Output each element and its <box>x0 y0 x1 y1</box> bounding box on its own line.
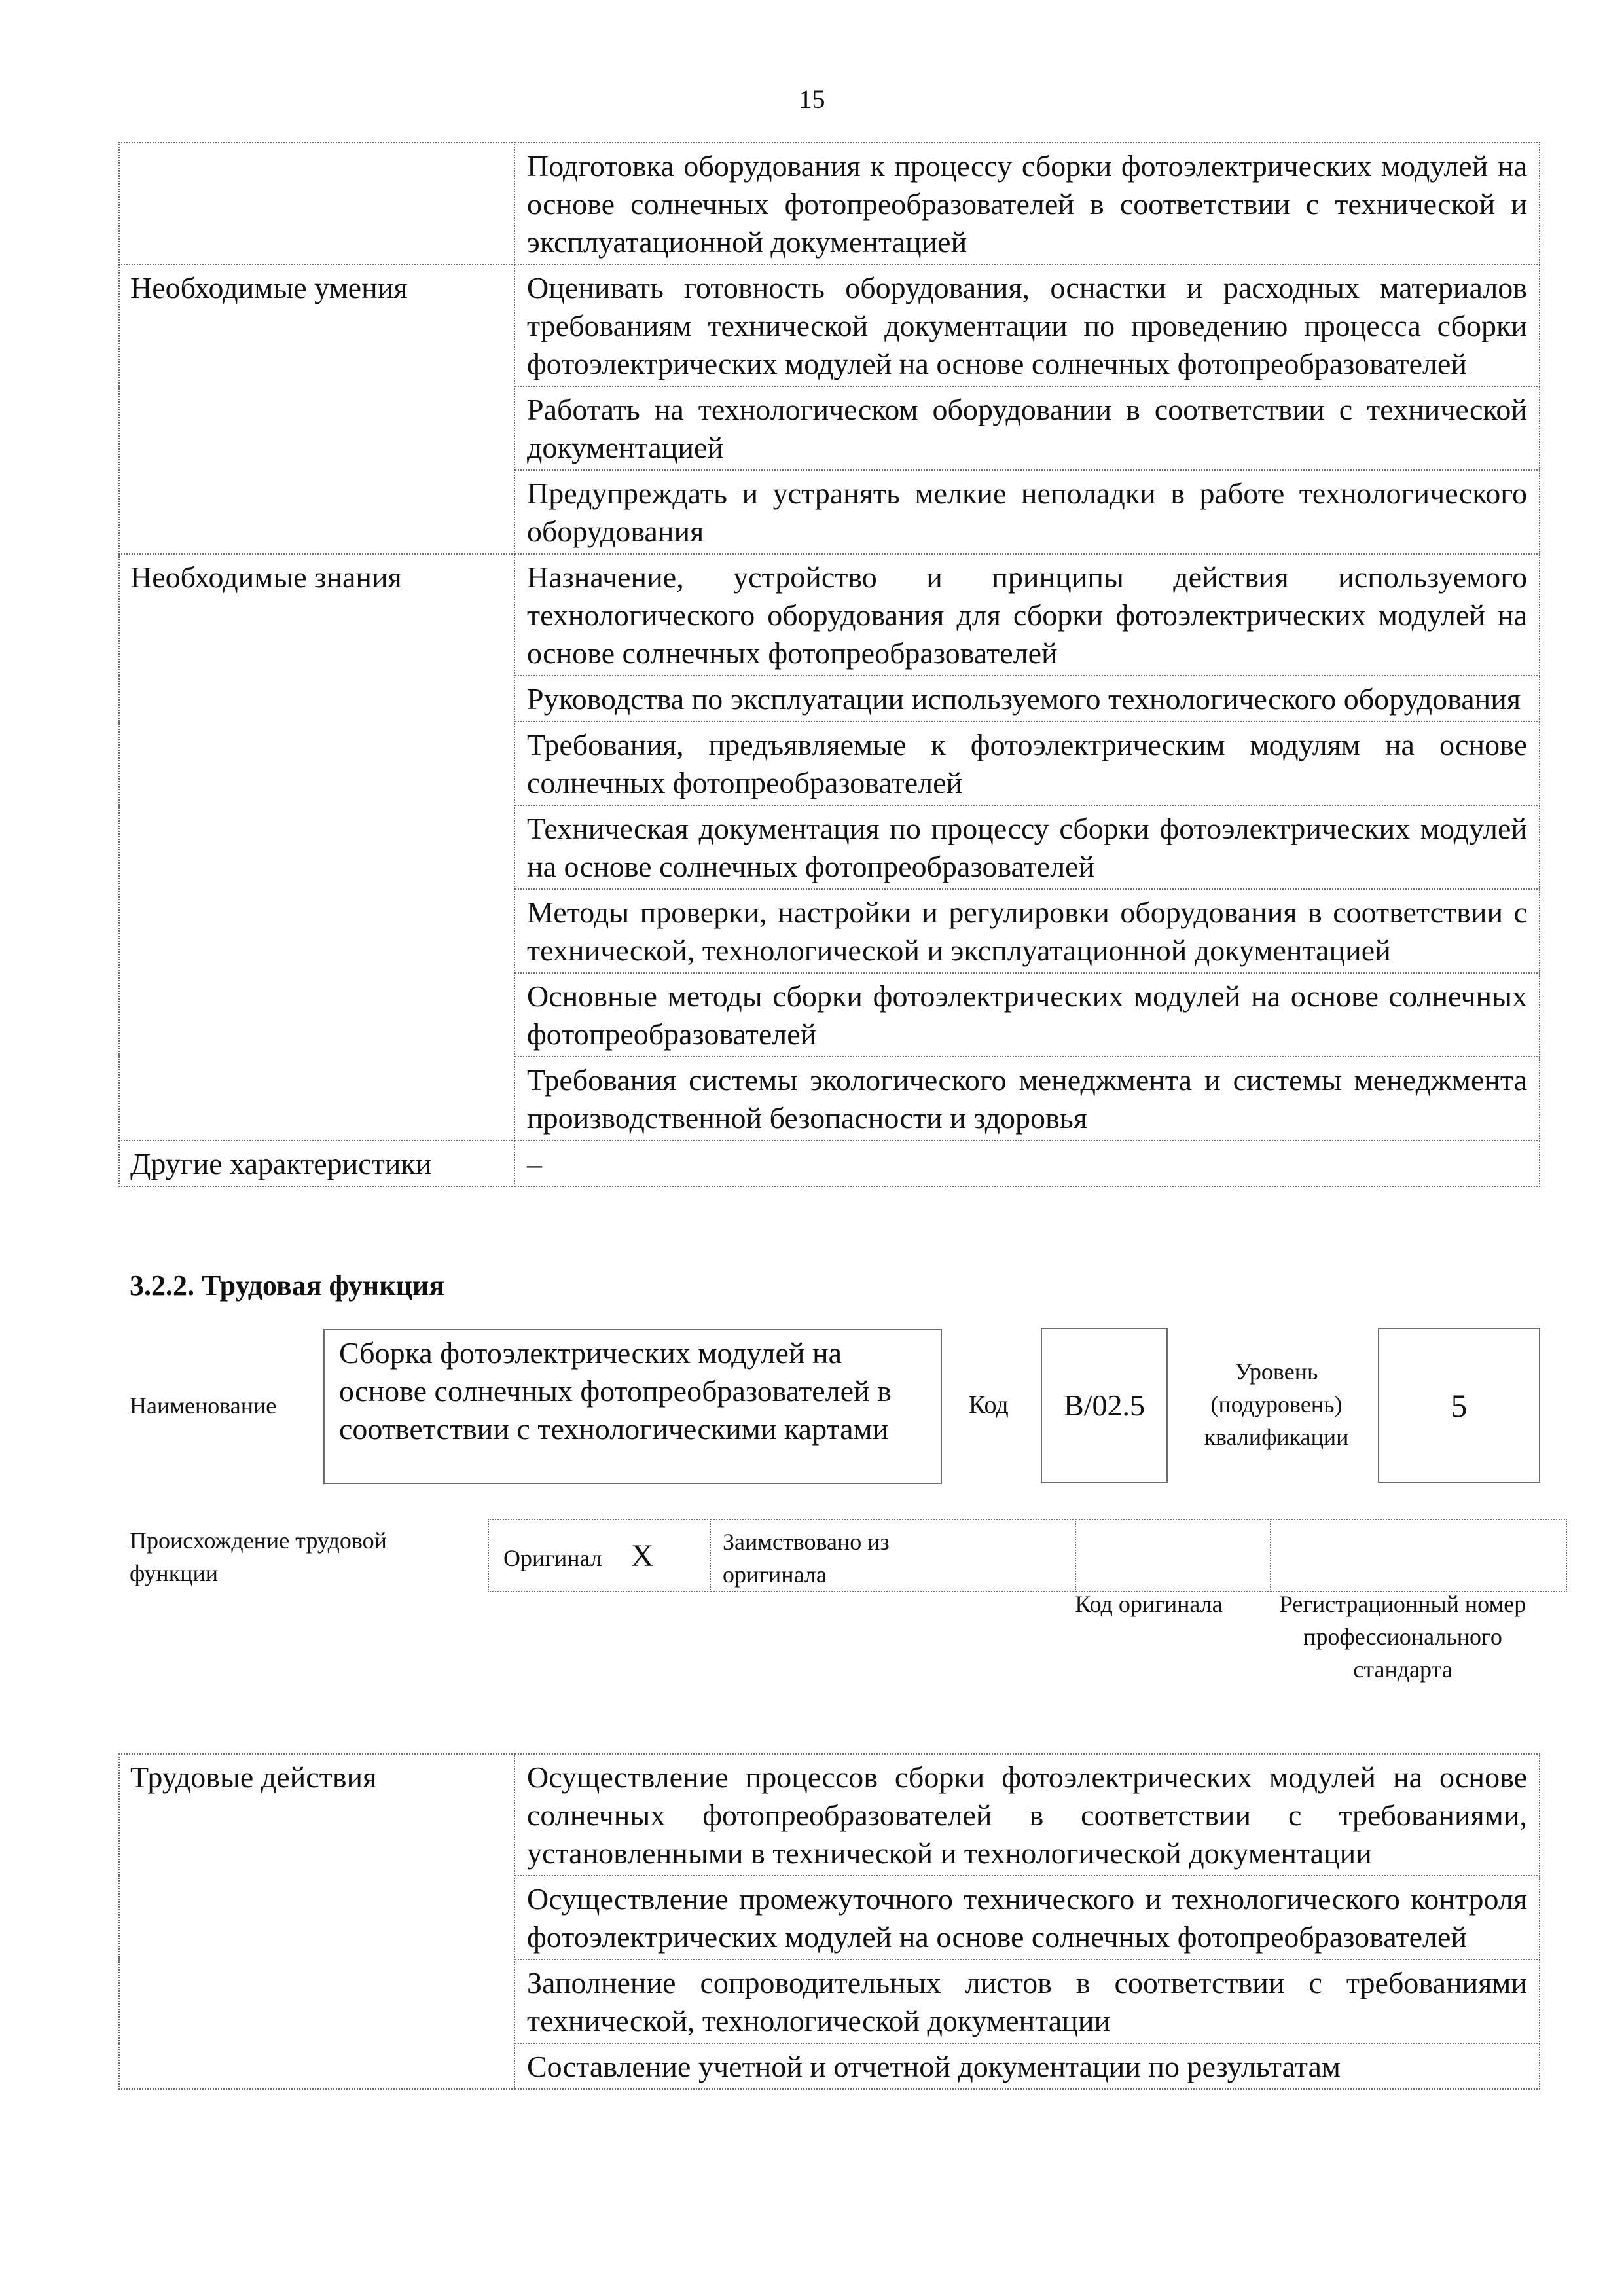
row-label: Другие характеристики <box>119 1140 514 1186</box>
table-row <box>119 1140 1540 1186</box>
row-item: Методы проверки, настройки и регулировки оборудования в соответствии с технической, технологической и эксплуатационной документацией <box>514 889 1540 973</box>
table-row <box>119 264 1540 386</box>
origin-label <box>130 1524 457 1590</box>
row-label <box>119 143 514 264</box>
origin-label-text: Происхождение трудовой функции <box>130 1527 387 1586</box>
row-label: Необходимые умения <box>119 264 514 554</box>
row-item: Подготовка оборудования к процессу сборки фотоэлектрических модулей на основе солнечных фотопреобразователей в соответствии с технической и эксплуатационной документацией <box>514 143 1540 264</box>
page-number: 15 <box>799 84 825 114</box>
row-item: Составление учетной и отчетной документации по результатам <box>514 2043 1540 2089</box>
row-item: Работать на технологическом оборудовании в соответствии с технической документацией <box>514 386 1540 470</box>
row-item: Техническая документация по процессу сборки фотоэлектрических модулей на основе солнечных фотопреобразователей <box>514 805 1540 889</box>
original-label: Оригинал <box>503 1544 602 1571</box>
original-code-cell <box>1075 1520 1271 1592</box>
labor-actions-table <box>118 1753 1540 2090</box>
borrowed-label: Заимствовано из оригинала <box>723 1529 890 1588</box>
original-mark: X <box>630 1538 654 1573</box>
table-row <box>119 554 1540 676</box>
table-row <box>119 1754 1540 1876</box>
row-item: Требования системы экологического менеджмента и системы менеджмента производственной безопасности и здоровья <box>514 1057 1540 1140</box>
row-item: Осуществление процессов сборки фотоэлектрических модулей на основе солнечных фотопреобразователей в соответствии с требованиями, установленными в технической и технологической документации <box>514 1754 1540 1876</box>
row-item: Предупреждать и устранять мелкие неполадки в работе технологического оборудования <box>514 470 1540 554</box>
row-label: Трудовые действия <box>119 1754 514 2089</box>
reg-caption: Регистрационный номер профессионального стандарта <box>1279 1591 1526 1683</box>
code-caption: Код оригинала <box>1075 1591 1223 1617</box>
origin-table <box>488 1519 1567 1592</box>
borrowed-cell <box>710 1520 1075 1592</box>
function-name-box: Сборка фотоэлектрических модулей на основе солнечных фотопреобразователей в соответствии с технологическими картами <box>323 1329 942 1484</box>
table-row <box>119 143 1540 264</box>
row-label: Необходимые знания <box>119 554 514 1140</box>
row-item: Оценивать готовность оборудования, оснастки и расходных материалов требованиям технической документации по проведению процесса сборки фотоэлектрических модулей на основе солнечных фотопреобразователей <box>514 264 1540 386</box>
row-item: Заполнение сопроводительных листов в соответствии с требованиями технической, технологической документации <box>514 1959 1540 2043</box>
code-label: Код <box>969 1391 1009 1419</box>
row-item: Основные методы сборки фотоэлектрических модулей на основе солнечных фотопреобразователей <box>514 973 1540 1057</box>
requirements-table <box>118 142 1540 1187</box>
code-value-box: B/02.5 <box>1041 1328 1168 1483</box>
row-item: Назначение, устройство и принципы действия используемого технологического оборудования для сборки фотоэлектрических модулей на основе солнечных фотопреобразователей <box>514 554 1540 676</box>
name-label: Наименование <box>130 1393 277 1419</box>
original-cell <box>488 1520 710 1592</box>
row-item: Руководства по эксплуатации используемого технологического оборудования <box>514 676 1540 721</box>
row-item: Требования, предъявляемые к фотоэлектрическим модулям на основе солнечных фотопреобразователей <box>514 721 1540 805</box>
section-heading: 3.2.2. Трудовая функция <box>130 1269 445 1302</box>
level-value-box: 5 <box>1378 1328 1540 1483</box>
level-label: Уровень (подуровень) квалификации <box>1204 1358 1349 1450</box>
row-item: – <box>514 1140 1540 1186</box>
row-item: Осуществление промежуточного технического и технологического контроля фотоэлектрических модулей на основе солнечных фотопреобразователей <box>514 1876 1540 1959</box>
reg-number-cell <box>1271 1520 1566 1592</box>
